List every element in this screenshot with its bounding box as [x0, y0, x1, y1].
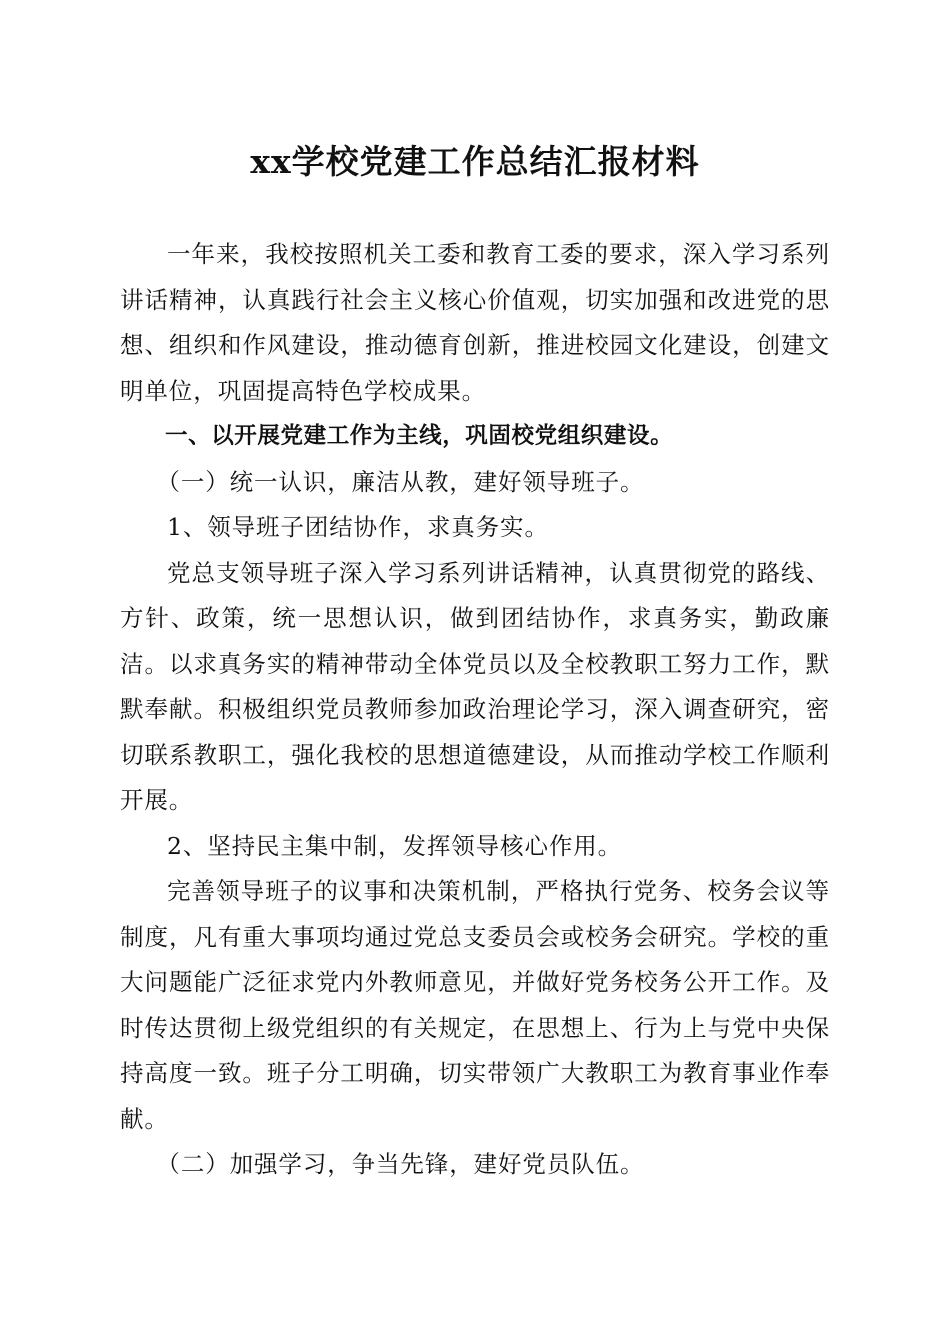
body-paragraph-2: 完善领导班子的议事和决策机制，严格执行党务、校务会议等制度，凡有重大事项均通过党总支委员会或校务会研究。学校的重大问题能广泛征求党内外教师意见，并做好党务校务公开工作。及时传达贯彻上级党组织的有关规定，在思想上、行为上与党中央保持高度一致。班子分工明确，切实带领广大教职工为教育事业作奉献。 [120, 877, 830, 1133]
item-heading-2: 2、坚持民主集中制，发挥领导核心作用。 [167, 831, 623, 860]
intro-paragraph: 一年来，我校按照机关工委和教育工委的要求，深入学习系列讲话精神，认真践行社会主义核心价值观，切实加强和改进党的思想、组织和作风建设，推动德育创新，推进校园文化建设，创建文明单位，巩固提高特色学校成果。 [120, 240, 830, 405]
subsection-heading-2: （二）加强学习，争当先锋，建好党员队伍。 [156, 1150, 645, 1178]
section-heading-1: 一、以开展党建工作为主线，巩固校党组织建设。 [165, 423, 674, 449]
document-body [120, 232, 830, 1188]
item-heading-1: 1、领导班子团结协作，求真务实。 [167, 513, 549, 541]
document-title: xx学校党建工作总结汇报材料 [250, 142, 700, 181]
body-paragraph-1: 党总支领导班子深入学习系列讲话精神，认真贯彻党的路线、方针、政策，统一思想认识，做到团结协作，求真务实，勤政廉洁。以求真务实的精神带动全体党员以及全校教职工努力工作，默默奉献。积极组织党员教师参加政治理论学习，深入调查研究，密切联系教职工，强化我校的思想道德建设，从而推动学校工作顺利开展。 [120, 558, 830, 814]
subsection-heading-1: （一）统一认识，廉洁从教，建好领导班子。 [156, 467, 645, 496]
